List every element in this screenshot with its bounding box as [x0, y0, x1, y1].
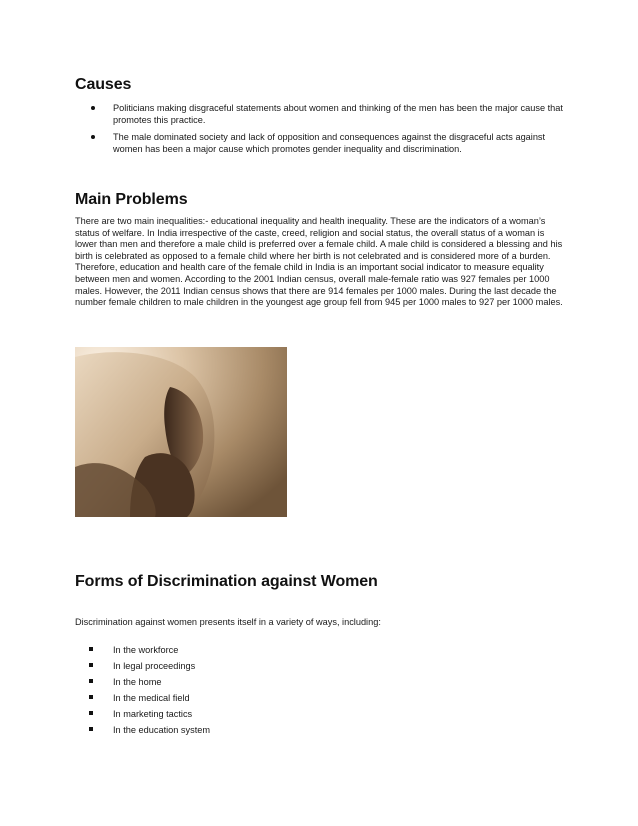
- causes-item-text: Politicians making disgraceful statements about women and thinking of the men has been the major cause that promotes this practice.: [113, 103, 563, 125]
- bullet-icon: [91, 106, 95, 110]
- forms-item: [75, 692, 210, 708]
- causes-item: [75, 102, 568, 126]
- square-bullet-icon: [89, 679, 93, 683]
- causes-heading: Causes: [75, 76, 132, 93]
- square-bullet-icon: [89, 647, 93, 651]
- forms-item-text: In the home: [113, 677, 162, 687]
- main-problems-heading: Main Problems: [75, 191, 188, 208]
- forms-item-text: In the education system: [113, 725, 211, 735]
- forms-item: [75, 708, 210, 724]
- causes-item: [75, 131, 568, 155]
- forms-item-text: In legal proceedings: [113, 661, 196, 671]
- forms-intro: Discrimination against women presents itself in a variety of ways, including:: [75, 617, 381, 627]
- photo-illustration: [75, 347, 287, 517]
- forms-item-text: In the medical field: [113, 693, 190, 703]
- forms-list: [75, 644, 210, 740]
- square-bullet-icon: [89, 727, 93, 731]
- bullet-icon: [91, 135, 95, 139]
- forms-item: [75, 644, 210, 660]
- square-bullet-icon: [89, 711, 93, 715]
- forms-item: [75, 724, 210, 740]
- forms-heading: Forms of Discrimination against Women: [75, 573, 378, 590]
- main-problems-paragraph: There are two main inequalities:- educational inequality and health inequality. These are the indicators of a woman’s status of welfare. In India irrespective of the caste, creed, religion and social status, the overall status of a woman is lower than men and therefore a male child is preferred over a female child. A male child is considered a blessing and his birth is celebrated as opposed to a female child where her birth is not celebrated and is considered more of a burden. Therefore, education and health care of the female child in India is an important social indicator to measure equality between men and women. According to the 2001 Indian census, overall male-female ratio was 927 females per 1000 males. However, the 2011 Indian census shows that there are 914 females per 1000 males. During the last decade the number female children to male children in the youngest age group fell from 945 per 1000 males to 927 per 1000 males.: [75, 216, 563, 308]
- square-bullet-icon: [89, 695, 93, 699]
- woman-veil-photo: [75, 347, 287, 517]
- forms-item-text: In the workforce: [113, 645, 179, 655]
- forms-item: [75, 676, 210, 692]
- square-bullet-icon: [89, 663, 93, 667]
- forms-item-text: In marketing tactics: [113, 709, 193, 719]
- causes-list: [75, 102, 568, 160]
- causes-item-text: The male dominated society and lack of opposition and consequences against the disgraceful acts against women has been a major cause which promotes gender inequality and discrimination.: [113, 132, 546, 154]
- forms-item: [75, 660, 210, 676]
